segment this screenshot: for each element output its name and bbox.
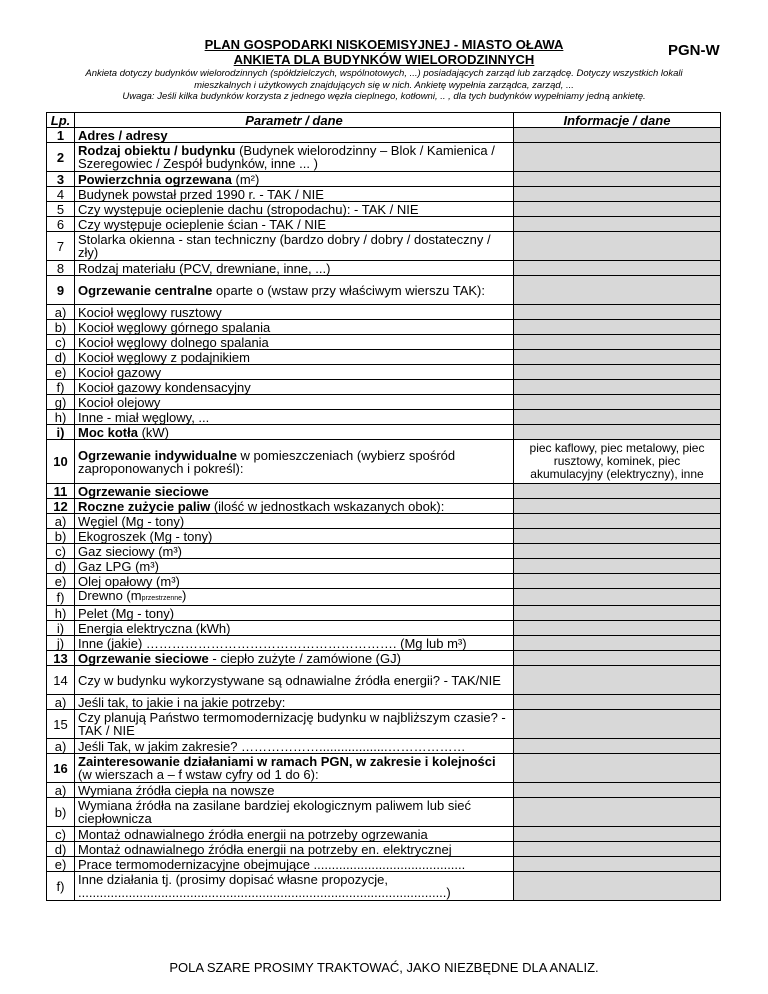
answer-field[interactable] [514,783,721,798]
form-code: PGN-W [668,42,720,59]
parameter-text: Czy występuje ocieplenie dachu (stropodachu): - TAK / NIE [78,201,419,217]
row-parameter [75,276,514,305]
row-number: 6 [47,217,75,232]
row-number: 4 [47,187,75,202]
row-number: c) [47,544,75,559]
answer-field[interactable] [514,636,721,651]
table-row [47,798,721,827]
table-row [47,783,721,798]
parameter-text: Jeśli Tak, w jakim zakresie? ………………...................……………… [78,738,466,754]
table-row [47,695,721,710]
table-row [47,232,721,261]
row-parameter [75,202,514,217]
row-parameter [75,187,514,202]
table-row [47,710,721,739]
row-parameter [75,621,514,636]
row-parameter [75,484,514,499]
table-row [47,143,721,172]
row-parameter [75,589,514,606]
row-parameter [75,798,514,827]
row-number: 12 [47,499,75,514]
answer-field[interactable] [514,320,721,335]
row-parameter [75,395,514,410]
answer-field[interactable] [514,695,721,710]
parameter-text: Kocioł węglowy górnego spalania [78,319,271,335]
form-subtitle: ANKIETA DLA BUDYNKÓW WIELORODZINNYCH [233,52,535,67]
table-row [47,636,721,651]
table-row [47,172,721,187]
parameter-text: Ogrzewanie centralne [78,282,213,298]
table-row [47,276,721,305]
parameter-text: Kocioł gazowy [78,364,162,380]
row-parameter [75,559,514,574]
row-parameter [75,857,514,872]
row-parameter [75,695,514,710]
row-number: 13 [47,651,75,666]
answer-field[interactable] [514,365,721,380]
table-row [47,544,721,559]
table-row [47,514,721,529]
answer-field[interactable] [514,529,721,544]
row-parameter [75,305,514,320]
row-number: 11 [47,484,75,499]
parameter-text: Roczne zużycie paliw [78,498,211,514]
row-number: a) [47,783,75,798]
parameter-text: Energia elektryczna (kWh) [78,620,231,636]
answer-field[interactable] [514,710,721,739]
parameter-text: Kocioł węglowy dolnego spalania [78,334,269,350]
parameter-text: Inne (jakie) …………………………………………………. (Mg lub m³) [78,635,467,651]
survey-table [46,112,721,901]
row-parameter [75,651,514,666]
row-number: b) [47,798,75,827]
row-number: f) [47,380,75,395]
answer-field[interactable] [514,872,721,901]
table-row [47,305,721,320]
row-parameter [75,666,514,695]
row-number: e) [47,857,75,872]
parameter-text: Stolarka okienna - stan techniczny (bardzo dobry / dobry / dostateczny / zły) [78,232,491,260]
answer-field[interactable] [514,276,721,305]
table-row [47,217,721,232]
table-row [47,440,721,484]
parameter-text: Prace termomodernizacyjne obejmujące .......................................... [78,856,466,872]
parameter-text: (kW) [137,424,170,440]
row-parameter [75,636,514,651]
answer-field[interactable] [514,666,721,695]
parameter-text: Kocioł węglowy z podajnikiem [78,349,250,365]
table-row [47,365,721,380]
row-number: 1 [47,128,75,143]
row-parameter [75,514,514,529]
row-number: d) [47,559,75,574]
parameter-text: Inne - miał węglowy, ... [78,409,210,425]
row-parameter [75,827,514,842]
row-number: 14 [47,666,75,695]
parameter-text: Zainteresowanie działaniami w ramach PGN, w zakresie i kolejności [78,754,496,769]
answer-field[interactable] [514,798,721,827]
parameter-text: Wymiana źródła ciepła na nowsze [78,782,275,798]
row-parameter [75,320,514,335]
answer-field[interactable] [514,754,721,783]
table-row [47,559,721,574]
table-row [47,128,721,143]
column-header-info: Informacje / dane [514,113,721,128]
parameter-text: Drewno (m [78,588,142,603]
parameter-text: Rodzaj materiału (PCV, drewniane, inne, ...) [78,260,331,276]
intro-line: Uwaga: Jeśli kilka budynków korzysta z jednego węzła cieplnego, kotłowni, .. , dla tych budynków wypełniamy jedną ankietę. [122,91,646,102]
form-title: PLAN GOSPODARKI NISKOEMISYJNEJ - MIASTO OŁAWA [204,37,564,52]
table-row [47,529,721,544]
parameter-text: ) [182,588,187,603]
table-row [47,857,721,872]
parameter-text: (Budynek wielorodzinny – Blok / Kamienica / Szeregowiec / Zespół budynków, inne ... ) [78,143,495,171]
row-number: e) [47,574,75,589]
table-row [47,484,721,499]
row-parameter [75,261,514,276]
parameter-text: Gaz LPG (m³) [78,558,159,574]
table-row [47,320,721,335]
row-parameter [75,350,514,365]
column-header-lp: Lp. [47,113,75,128]
row-parameter [75,842,514,857]
row-number: 15 [47,710,75,739]
answer-field[interactable] [514,380,721,395]
parameter-text: Montaż odnawialnego źródła energii na potrzeby en. elektrycznej [78,841,452,857]
parameter-text: (w wierszach a – f wstaw cyfry od 1 do 6): [78,767,319,782]
row-number: g) [47,395,75,410]
parameter-text: (m²) [231,171,260,187]
row-number: f) [47,872,75,901]
parameter-text: oparte o (wstaw przy właściwym wierszu TAK): [212,282,485,298]
row-parameter [75,499,514,514]
parameter-text: Pelet (Mg - tony) [78,605,175,621]
row-number: b) [47,320,75,335]
row-parameter [75,217,514,232]
answer-field[interactable] [514,606,721,621]
row-number: a) [47,305,75,320]
answer-field[interactable] [514,559,721,574]
row-parameter [75,232,514,261]
row-number: 10 [47,440,75,484]
answer-field[interactable] [514,232,721,261]
table-row [47,754,721,783]
row-parameter [75,754,514,783]
row-number: i) [47,425,75,440]
table-row [47,187,721,202]
row-parameter [75,783,514,798]
table-row [47,202,721,217]
table-row [47,574,721,589]
parameter-text: Rodzaj obiektu / budynku [78,143,236,158]
answer-field[interactable] [514,425,721,440]
row-parameter [75,172,514,187]
row-number: 3 [47,172,75,187]
row-parameter [75,380,514,395]
parameter-text: Jeśli tak, to jakie i na jakie potrzeby: [78,694,286,710]
answer-field[interactable]: piec kaflowy, piec metalowy, piec rusztowy, kominek, piec akumulacyjny (elektryczny), inne [514,440,721,484]
row-parameter [75,410,514,425]
intro-note [40,68,728,103]
parameter-text: Ogrzewanie indywidualne [78,447,237,463]
answer-field[interactable] [514,827,721,842]
table-row [47,666,721,695]
row-number: d) [47,842,75,857]
intro-line: Ankieta dotyczy budynków wielorodzinnych (spółdzielczych, wspólnotowych, ...) posiadających zarząd lub zarządcę. Dotyczy wszystkich lokali [85,68,683,79]
answer-field[interactable] [514,514,721,529]
column-header-param: Parametr / dane [75,113,514,128]
parameter-text: Ekogroszek (Mg - tony) [78,528,213,544]
parameter-text: Kocioł węglowy rusztowy [78,304,222,320]
row-parameter [75,574,514,589]
parameter-text: Wymiana źródła na zasilane bardziej ekologicznym paliwem lub sieć ciepłownicza [78,798,471,826]
row-number: h) [47,606,75,621]
answer-field[interactable] [514,261,721,276]
parameter-text: Kocioł gazowy kondensacyjny [78,379,251,395]
row-number: b) [47,529,75,544]
footer-note: POLA SZARE PROSIMY TRAKTOWAĆ, JAKO NIEZBĘDNE DLA ANALIZ. [169,960,599,975]
row-parameter [75,425,514,440]
table-row [47,827,721,842]
answer-field[interactable] [514,335,721,350]
parameter-text: przestrzenne [141,595,183,602]
table-row [47,410,721,425]
answer-field[interactable] [514,857,721,872]
answer-field[interactable] [514,842,721,857]
row-number: h) [47,410,75,425]
row-number: c) [47,335,75,350]
table-row [47,651,721,666]
row-number: i) [47,621,75,636]
answer-field[interactable] [514,172,721,187]
table-row [47,589,721,606]
table-row [47,621,721,636]
parameter-text: Montaż odnawialnego źródła energii na potrzeby ogrzewania [78,826,428,842]
row-parameter [75,606,514,621]
row-number: j) [47,636,75,651]
parameter-text: Gaz sieciowy (m³) [78,543,183,559]
row-number: f) [47,589,75,606]
table-row [47,380,721,395]
row-number: 2 [47,143,75,172]
table-row [47,606,721,621]
row-parameter [75,739,514,754]
answer-field[interactable] [514,589,721,606]
parameter-text: Węgiel (Mg - tony) [78,513,185,529]
parameter-text: Powierzchnia ogrzewana [78,171,232,187]
parameter-text: Budynek powstał przed 1990 r. - TAK / NIE [78,186,324,202]
table-row [47,872,721,901]
answer-field[interactable] [514,484,721,499]
row-number: c) [47,827,75,842]
row-parameter [75,365,514,380]
table-row [47,261,721,276]
parameter-text: Olej opałowy (m³) [78,573,180,589]
table-row [47,499,721,514]
row-parameter [75,710,514,739]
answer-field[interactable] [514,574,721,589]
row-number: 16 [47,754,75,783]
parameter-text: (ilość w jednostkach wskazanych obok): [210,498,445,514]
row-parameter [75,335,514,350]
answer-field[interactable] [514,202,721,217]
parameter-text: Czy planują Państwo termomodernizację budynku w najbliższym czasie? - TAK / NIE [78,710,506,738]
row-number: a) [47,739,75,754]
row-number: a) [47,514,75,529]
table-row [47,395,721,410]
parameter-text: Czy w budynku wykorzystywane są odnawialne źródła energii? - TAK/NIE [78,672,501,688]
table-row [47,739,721,754]
answer-field[interactable] [514,187,721,202]
table-row [47,335,721,350]
table-row [47,842,721,857]
answer-field[interactable] [514,739,721,754]
answer-field[interactable] [514,305,721,320]
answer-field[interactable] [514,143,721,172]
parameter-text: Czy występuje ocieplenie ścian - TAK / NIE [78,216,327,232]
row-number: 5 [47,202,75,217]
answer-field[interactable] [514,128,721,143]
answer-field[interactable] [514,651,721,666]
answer-field[interactable] [514,499,721,514]
answer-field[interactable] [514,395,721,410]
parameter-text: Kocioł olejowy [78,394,161,410]
parameter-text: Ogrzewanie sieciowe [78,483,209,499]
row-number: 8 [47,261,75,276]
row-number: e) [47,365,75,380]
answer-field[interactable] [514,544,721,559]
parameter-text: Ogrzewanie sieciowe [78,650,209,666]
table-row [47,425,721,440]
table-row [47,350,721,365]
row-number: d) [47,350,75,365]
row-parameter [75,544,514,559]
parameter-text: Inne działania tj. (prosimy dopisać własne propozycje, ......................................................................................................) [78,872,451,900]
row-parameter [75,128,514,143]
row-parameter [75,440,514,484]
row-parameter [75,143,514,172]
parameter-text: w pomieszczeniach (wybierz spośród zaproponowanych i pokreśl): [78,447,456,476]
parameter-text: - ciepło zużyte / zamówione (GJ) [208,650,401,666]
parameter-text: Moc kotła [78,424,138,440]
row-parameter [75,872,514,901]
intro-line: mieszkalnych i użytkowych znajdujących się w nich. Ankietę wypełnia zarządca, zarząd, ... [194,79,574,91]
answer-field[interactable] [514,350,721,365]
row-parameter [75,529,514,544]
answer-field[interactable] [514,410,721,425]
row-number: 9 [47,276,75,305]
answer-field[interactable] [514,621,721,636]
answer-field[interactable] [514,217,721,232]
row-number: 7 [47,232,75,261]
row-number: a) [47,695,75,710]
parameter-text: Adres / adresy [78,127,168,143]
